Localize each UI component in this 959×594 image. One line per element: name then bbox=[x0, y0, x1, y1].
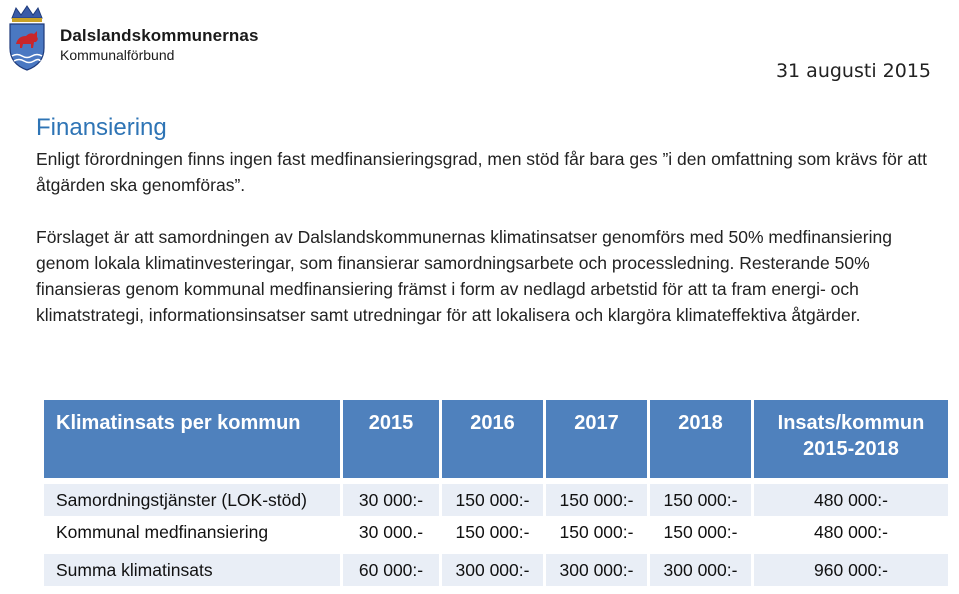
cell-2018: 300 000:- bbox=[650, 554, 751, 586]
cell-2018: 150 000:- bbox=[650, 516, 751, 548]
row-label: Samordningstjänster (LOK-stöd) bbox=[44, 484, 340, 516]
coat-of-arms-icon bbox=[6, 4, 48, 72]
cell-2015: 60 000:- bbox=[343, 554, 439, 586]
table-row bbox=[44, 484, 948, 516]
org-name: Dalslandskommunernas bbox=[60, 26, 259, 45]
org-subtitle: Kommunalförbund bbox=[60, 47, 175, 63]
cell-2017: 150 000:- bbox=[546, 516, 647, 548]
cell-total: 480 000:- bbox=[754, 484, 948, 516]
cell-2016: 300 000:- bbox=[442, 554, 543, 586]
table-row bbox=[44, 554, 948, 586]
paragraph-1: Enligt förordningen finns ingen fast medfinansieringsgrad, men stöd får bara ges ”i den omfattning som krävs för att åtgärden ska genomföras”. bbox=[36, 149, 928, 195]
section-title: Finansiering bbox=[36, 114, 167, 141]
header-cell-2015: 2015 bbox=[343, 400, 439, 478]
document-date: 31 augusti 2015 bbox=[775, 60, 931, 82]
cell-2017: 150 000:- bbox=[546, 484, 647, 516]
climate-investment-table bbox=[41, 400, 951, 586]
table-header-row bbox=[44, 400, 948, 478]
cell-2016: 150 000:- bbox=[442, 516, 543, 548]
cell-2017: 300 000:- bbox=[546, 554, 647, 586]
org-block bbox=[60, 26, 259, 63]
cell-2018: 150 000:- bbox=[650, 484, 751, 516]
header bbox=[6, 4, 259, 74]
header-cell-2016: 2016 bbox=[442, 400, 543, 478]
row-label: Kommunal medfinansiering bbox=[44, 516, 340, 548]
cell-2015: 30 000.- bbox=[343, 516, 439, 548]
header-cell-2018: 2018 bbox=[650, 400, 751, 478]
cell-2016: 150 000:- bbox=[442, 484, 543, 516]
cell-total: 960 000:- bbox=[754, 554, 948, 586]
header-cell-2017: 2017 bbox=[546, 400, 647, 478]
cell-total: 480 000:- bbox=[754, 516, 948, 548]
main-content bbox=[36, 114, 936, 328]
row-label: Summa klimatinsats bbox=[44, 554, 340, 586]
table-row bbox=[44, 516, 948, 548]
header-cell-measure: Klimatinsats per kommun bbox=[44, 400, 340, 478]
header-cell-total: Insats/kommun 2015-2018 bbox=[754, 400, 948, 478]
paragraph-2: Förslaget är att samordningen av Dalslandskommunernas klimatinsatser genomförs med 50% medfinansiering genom lokala klimatinvesteringar, som finansierar samordningsarbete och processledning. Resterande 50% finansieras genom kommunal medfinansiering främst i form av nedlagd arbetstid för att ta fram energi- och klimatstrategi, informationsinsatser samt utredningar för att lokalisera och klargöra klimateffektiva åtgärder. bbox=[36, 227, 892, 325]
cell-2015: 30 000:- bbox=[343, 484, 439, 516]
